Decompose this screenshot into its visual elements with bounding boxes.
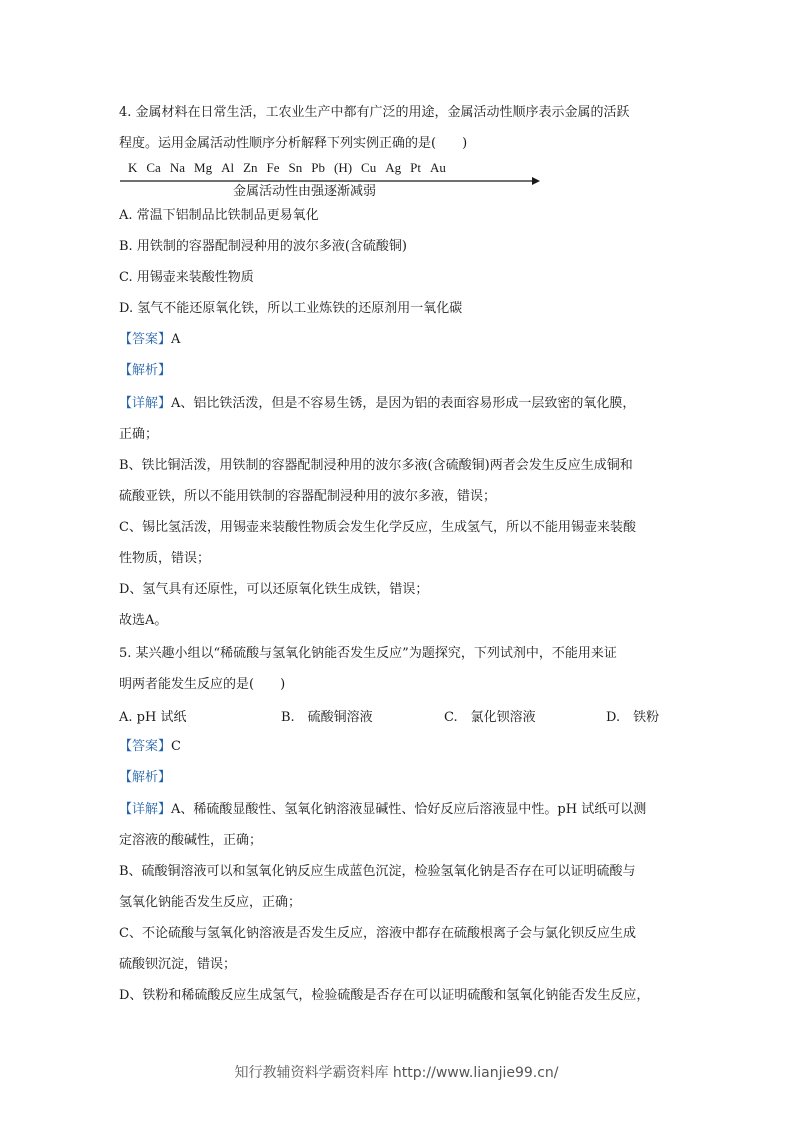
q5-stem-line1: 5. 某兴趣小组以“稀硫酸与氢氧化钠能否发生反应”为题探究，下列试剂中，不能用来证 <box>119 646 617 661</box>
q5-option-c: C. 氯化钡溶液 <box>444 710 536 725</box>
q4-detail-line: 硫酸亚铁，所以不能用铁制的容器配制浸种用的波尔多液，错误； <box>119 489 497 504</box>
metal-symbol: Pt <box>410 160 421 175</box>
metal-symbol: Sn <box>288 160 303 175</box>
q4-detail-line: 性物质，错误； <box>119 551 211 566</box>
footer-watermark: 知行教辅资料学霸资料库 http://www.lianjie99.cn/ <box>234 1065 559 1081</box>
q5-detail-line: 定溶液的酸碱性，正确； <box>119 833 263 848</box>
metal-symbol: Mg <box>194 160 213 175</box>
q4-answer <box>119 330 180 350</box>
q4-detail-line: B、铁比铜活泼，用铁制的容器配制浸种用的波尔多液(含硫酸铜)两者会发生反应生成铜和 <box>119 458 633 473</box>
q4-analysis-label <box>119 361 171 381</box>
answer-value: C <box>171 739 181 754</box>
answer-label: 【答案】 <box>119 739 172 754</box>
answer-label: 【答案】 <box>119 332 172 347</box>
metal-symbol: Al <box>221 160 235 175</box>
q4-detail-line: C、锡比氢活泼，用锡壶来装酸性物质会发生化学反应，生成氢气，所以不能用锡壶来装酸 <box>119 520 636 535</box>
q4-detail-line: 正确； <box>119 427 159 442</box>
q4-detail-line: 故选A。 <box>119 613 168 628</box>
activity-arrow-caption: 金属活动性由强逐渐减弱 <box>233 184 377 199</box>
metal-symbol: Ca <box>146 160 161 175</box>
q4-detail-line <box>119 394 635 414</box>
q5-detail-line <box>119 800 646 820</box>
metal-activity-series <box>128 160 548 176</box>
q5-detail-line: 硫酸钡沉淀，错误； <box>119 957 237 972</box>
detail-text: A、铝比铁活泼，但是不容易生锈，是因为铝的表面容易形成一层致密的氧化膜， <box>171 396 636 411</box>
q5-option-b: B. 硫酸铜溶液 <box>281 710 373 725</box>
analysis-label: 【解析】 <box>119 363 172 378</box>
q4-detail-line: D、氢气具有还原性，可以还原氧化铁生成铁，错误； <box>119 582 429 597</box>
metal-symbol: Na <box>169 160 186 175</box>
q5-detail-line: D、铁粉和稀硫酸反应生成氢气，检验硫酸是否存在可以证明硫酸和氢氧化钠能否发生反应， <box>119 988 650 1003</box>
metal-symbol: K <box>128 160 138 175</box>
metal-symbol: Au <box>429 160 446 175</box>
detail-text: A、稀硫酸显酸性、氢氧化钠溶液显碱性、恰好反应后溶液显中性。pH 试纸可以测 <box>171 802 647 817</box>
q5-analysis-label <box>119 768 171 788</box>
detail-label: 【详解】 <box>119 802 172 817</box>
q5-detail-line: C、不论硫酸与氢氧化钠溶液是否发生反应，溶液中都存在硫酸根离子会与氯化钡反应生成 <box>119 926 636 941</box>
q4-stem-line2: 程度。运用金属活动性顺序分析解释下列实例正确的是( ) <box>119 136 468 151</box>
q4-option-c: C. 用锡壶来装酸性物质 <box>119 270 254 285</box>
q5-stem-line2: 明两者能发生反应的是( ) <box>119 677 286 692</box>
q5-options <box>119 706 679 726</box>
q5-detail-line: B、硫酸铜溶液可以和氢氧化钠反应生成蓝色沉淀，检验氢氧化钠是否存在可以证明硫酸与 <box>119 864 636 879</box>
q4-option-a: A. 常温下铝制品比铁制品更易氧化 <box>119 208 319 223</box>
analysis-label: 【解析】 <box>119 770 172 785</box>
q5-answer <box>119 737 181 757</box>
metal-symbol: (H) <box>334 160 353 175</box>
metal-symbol: Pb <box>311 160 325 175</box>
answer-value: A <box>171 332 181 347</box>
metal-symbol: Ag <box>385 160 402 175</box>
q5-option-a: A. pH 试纸 <box>119 710 187 725</box>
detail-label: 【详解】 <box>119 396 172 411</box>
q5-detail-line: 氢氧化钠能否发生反应，正确； <box>119 895 302 910</box>
metal-symbol: Zn <box>243 160 258 175</box>
q4-option-d: D. 氢气不能还原氧化铁，所以工业炼铁的还原剂用一氧化碳 <box>119 301 463 316</box>
q4-stem-line1: 4. 金属材料在日常生活，工农业生产中都有广泛的用途，金属活动性顺序表示金属的活跃 <box>119 105 630 120</box>
q5-option-d: D. 铁粉 <box>606 710 660 725</box>
metal-symbol: Cu <box>361 160 377 175</box>
q4-option-b: B. 用铁制的容器配制浸种用的波尔多液(含硫酸铜) <box>119 239 407 254</box>
metal-symbol: Fe <box>266 160 280 175</box>
